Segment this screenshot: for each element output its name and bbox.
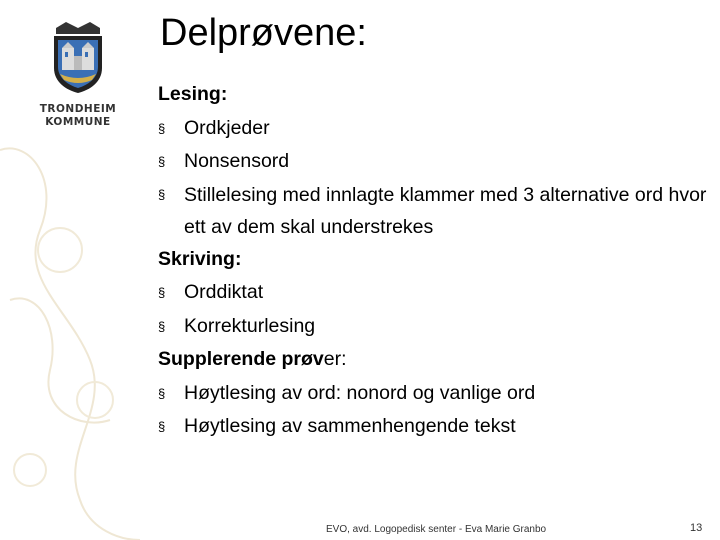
bullet-icon: § [158,285,166,300]
bullet-icon: § [158,154,166,169]
list-item [158,410,708,444]
municipality-line2: KOMMUNE [45,116,111,128]
municipality-name [28,103,128,129]
list-item [158,377,708,411]
bullet-icon: § [158,186,166,202]
section-heading-lesing: Lesing: [158,83,228,105]
page-number: 13 [690,522,703,534]
section-heading-supplerende-bold: Supplerende prøv [158,348,324,370]
list-item-text: Korrekturlesing [184,314,316,337]
bullet-icon: § [158,318,166,334]
list-item-text: Høytlesing av sammenhengende tekst [184,415,516,437]
bullet-icon: § [158,385,166,401]
bullet-icon: § [158,120,166,136]
list-item [158,310,708,344]
municipality-line1: TRONDHEIM [39,103,117,115]
slide-footer: EVO, avd. Logopedisk senter - Eva Marie Granbo [326,524,547,535]
slide-title: Delprøvene: [160,12,367,54]
section-heading-supplerende [158,343,708,377]
slide-content [158,78,708,444]
side-panel [0,0,152,540]
section-heading-supplerende-rest: er: [323,348,347,370]
list-item-text: Høytlesing av ord: nonord og vanlige ord [184,381,536,404]
trondheim-coat-of-arms-logo [48,20,108,94]
bullet-icon: § [158,419,166,434]
section-heading-skriving: Skriving: [158,247,242,270]
list-item [158,112,708,146]
list-item-text: Nonsensord [184,150,290,172]
list-item-text: Orddiktat [184,281,264,303]
list-item [158,145,708,179]
list-item-text: Stillelesing med innlagte klammer med 3 alternative ord hvor ett av dem skal understrekes [184,183,707,238]
list-item [158,179,708,243]
list-item-text: Ordkjeder [184,116,270,139]
list-item [158,276,708,310]
